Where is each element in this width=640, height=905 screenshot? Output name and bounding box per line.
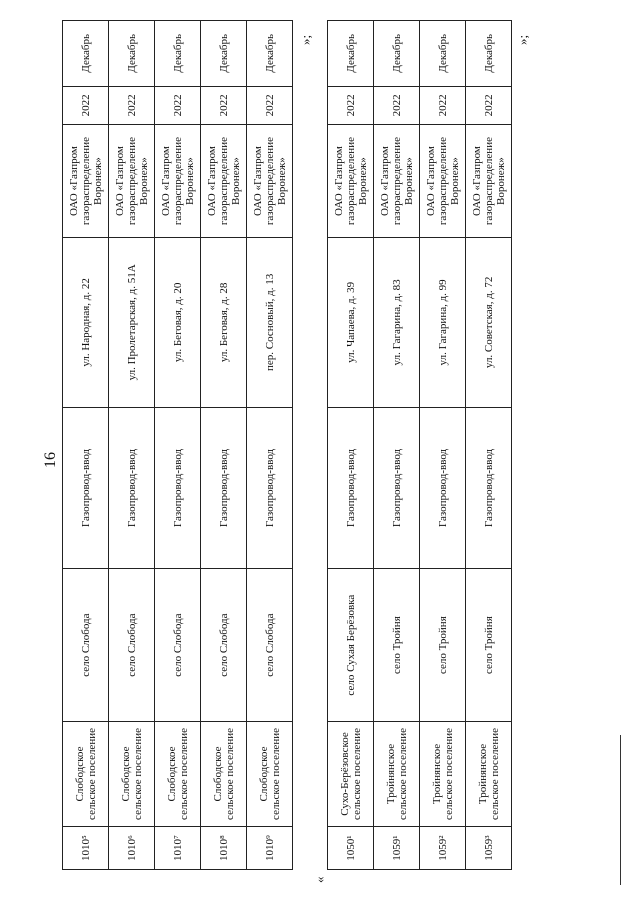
cell-year: 2022 — [374, 86, 420, 124]
cell-month: Декабрь — [420, 21, 466, 87]
cell-month: Декабрь — [374, 21, 420, 87]
cell-loc: село Слобода — [63, 569, 109, 722]
cell-addr: ул. Беговая, д. 28 — [201, 238, 247, 408]
cell-num: 1010⁹ — [247, 827, 293, 870]
cell-year: 2022 — [109, 86, 155, 124]
objects-table-2 — [327, 20, 512, 870]
cell-num: 1010⁷ — [155, 827, 201, 870]
closing-quote-2: »; — [515, 34, 530, 45]
footnote-rule — [620, 735, 621, 885]
cell-addr: ул. Беговая, д. 20 — [155, 238, 201, 408]
cell-year: 2022 — [155, 86, 201, 124]
cell-obj: Газопровод-ввод — [420, 407, 466, 569]
cell-loc: село Тройня — [374, 569, 420, 722]
cell-num: 1010⁸ — [201, 827, 247, 870]
objects-table-1 — [62, 20, 293, 870]
cell-org: ОАО «Газпром газораспределение Воронеж» — [63, 125, 109, 238]
cell-obj: Газопровод-ввод — [109, 407, 155, 569]
cell-loc: село Тройня — [466, 569, 512, 722]
cell-mun: Слободское сельское поселение — [247, 721, 293, 826]
cell-org: ОАО «Газпром газораспределение Воронеж» — [420, 125, 466, 238]
cell-loc: село Слобода — [109, 569, 155, 722]
table-row — [328, 21, 374, 870]
cell-year: 2022 — [328, 86, 374, 124]
table-row — [466, 21, 512, 870]
cell-org: ОАО «Газпром газораспределение Воронеж» — [155, 125, 201, 238]
cell-addr: ул. Советская, д. 72 — [466, 238, 512, 408]
table-row — [155, 21, 201, 870]
cell-loc: село Сухая Берёзовка — [328, 569, 374, 722]
cell-month: Декабрь — [247, 21, 293, 87]
table-row — [374, 21, 420, 870]
table-row — [420, 21, 466, 870]
cell-year: 2022 — [420, 86, 466, 124]
cell-obj: Газопровод-ввод — [374, 407, 420, 569]
cell-org: ОАО «Газпром газораспределение Воронеж» — [374, 125, 420, 238]
cell-mun: Тройнянское сельское поселение — [374, 721, 420, 826]
cell-month: Декабрь — [466, 21, 512, 87]
table-row — [63, 21, 109, 870]
cell-loc: село Слобода — [201, 569, 247, 722]
cell-mun: Слободское сельское поселение — [109, 721, 155, 826]
cell-month: Декабрь — [328, 21, 374, 87]
cell-num: 1059³ — [466, 827, 512, 870]
cell-num: 1010⁵ — [63, 827, 109, 870]
table-row — [109, 21, 155, 870]
cell-org: ОАО «Газпром газораспределение Воронеж» — [109, 125, 155, 238]
cell-org: ОАО «Газпром газораспределение Воронеж» — [247, 125, 293, 238]
cell-mun: Тройнянское сельское поселение — [466, 721, 512, 826]
table-row — [201, 21, 247, 870]
cell-obj: Газопровод-ввод — [155, 407, 201, 569]
cell-num: 1050¹ — [328, 827, 374, 870]
cell-num: 1059¹ — [374, 827, 420, 870]
cell-year: 2022 — [201, 86, 247, 124]
cell-month: Декабрь — [109, 21, 155, 87]
cell-obj: Газопровод-ввод — [63, 407, 109, 569]
cell-addr: пер. Сосновый, д. 13 — [247, 238, 293, 408]
cell-org: ОАО «Газпром газораспределение Воронеж» — [328, 125, 374, 238]
cell-num: 1059² — [420, 827, 466, 870]
cell-addr: ул. Гагарина, д. 83 — [374, 238, 420, 408]
cell-mun: Сухо-Берёзовское сельское поселение — [328, 721, 374, 826]
page-number: 16 — [42, 452, 59, 468]
closing-quote-1: »; — [298, 34, 313, 45]
cell-loc: село Слобода — [247, 569, 293, 722]
cell-obj: Газопровод-ввод — [466, 407, 512, 569]
cell-mun: Слободское сельское поселение — [155, 721, 201, 826]
cell-mun: Тройнянское сельское поселение — [420, 721, 466, 826]
cell-org: ОАО «Газпром газораспределение Воронеж» — [466, 125, 512, 238]
cell-year: 2022 — [247, 86, 293, 124]
cell-addr: ул. Пролетарская, д. 51А — [109, 238, 155, 408]
cell-loc: село Тройня — [420, 569, 466, 722]
cell-month: Декабрь — [201, 21, 247, 87]
cell-obj: Газопровод-ввод — [201, 407, 247, 569]
cell-obj: Газопровод-ввод — [328, 407, 374, 569]
cell-addr: ул. Чапаева, д. 39 — [328, 238, 374, 408]
cell-addr: ул. Гагарина, д. 99 — [420, 238, 466, 408]
cell-loc: село Слобода — [155, 569, 201, 722]
cell-month: Декабрь — [155, 21, 201, 87]
table-row — [247, 21, 293, 870]
cell-year: 2022 — [63, 86, 109, 124]
cell-mun: Слободское сельское поселение — [201, 721, 247, 826]
cell-year: 2022 — [466, 86, 512, 124]
opening-quote: « — [312, 876, 327, 883]
cell-month: Декабрь — [63, 21, 109, 87]
cell-addr: ул. Народная, д. 22 — [63, 238, 109, 408]
cell-mun: Слободское сельское поселение — [63, 721, 109, 826]
cell-org: ОАО «Газпром газораспределение Воронеж» — [201, 125, 247, 238]
cell-num: 1010⁶ — [109, 827, 155, 870]
cell-obj: Газопровод-ввод — [247, 407, 293, 569]
